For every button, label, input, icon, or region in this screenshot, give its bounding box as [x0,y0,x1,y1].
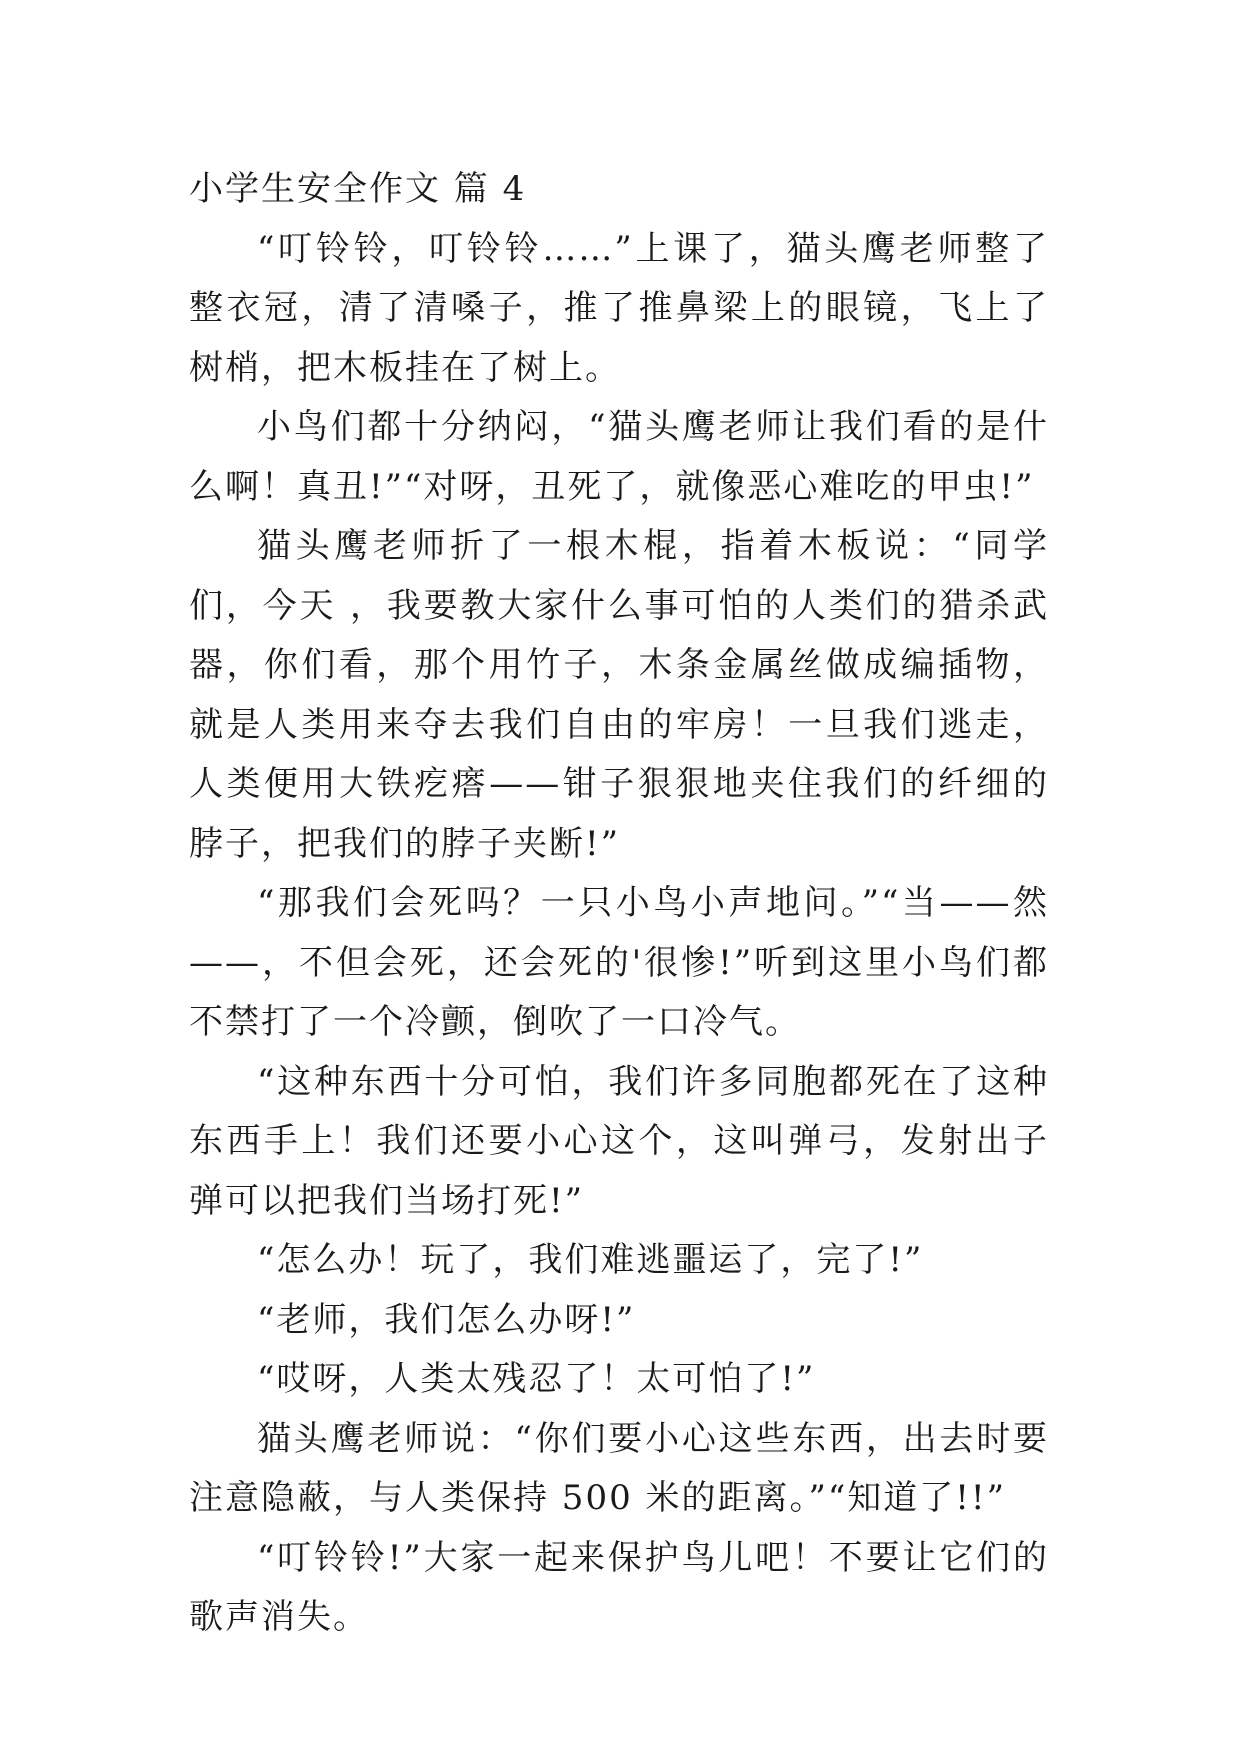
paragraph-3: 猫头鹰老师折了一根木棍，指着木板说：“同学们，今天 ，我要教大家什么事可怕的人类们的猎杀武器，你们看，那个用竹子，木条金属丝做成编插物，就是人类用来夺去我们自由的牢房！一旦我们逃走，人类便用大铁疙瘩——钳子狠狠地夹住我们的纤细的脖子，把我们的脖子夹断!” [189,526,1049,864]
paragraph-4: “那我们会死吗？一只小鸟小声地问。”“当——然——，不但会死，还会死的'很惨!”听到这里小鸟们都不禁打了一个冷颤，倒吹了一口冷气。 [189,883,1049,1042]
paragraph-7: “老师，我们怎么办呀!” [257,1299,636,1340]
essay-title: 小学生安全作文 篇 4 [189,169,527,209]
paragraph-10: “叮铃铃!”大家一起来保护鸟儿吧！不要让它们的歌声消失。 [189,1537,1049,1637]
paragraph-5: “这种东西十分可怕，我们许多同胞都死在了这种东西手上！我们还要小心这个，这叫弹弓，发射出子弹可以把我们当场打死!” [189,1061,1049,1221]
paragraph-1: “叮铃铃，叮铃铃……”上课了，猫头鹰老师整了整衣冠，清了清嗓子，推了推鼻梁上的眼镜，飞上了树梢，把木板挂在了树上。 [189,228,1049,388]
paragraph-9: 猫头鹰老师说：“你们要小心这些东西，出去时要注意隐蔽，与人类保持 500 米的距离。”“知道了!!” [189,1418,1049,1518]
paragraph-6: “怎么办！玩了，我们难逃噩运了，完了!” [257,1240,924,1280]
paragraph-8: “哎呀，人类太残忍了！太可怕了!” [257,1359,816,1399]
paragraph-2: 小鸟们都十分纳闷，“猫头鹰老师让我们看的是什么啊！真丑!”“对呀，丑死了，就像恶心难吃的甲虫!” [189,407,1049,507]
document-body [189,160,1049,1648]
